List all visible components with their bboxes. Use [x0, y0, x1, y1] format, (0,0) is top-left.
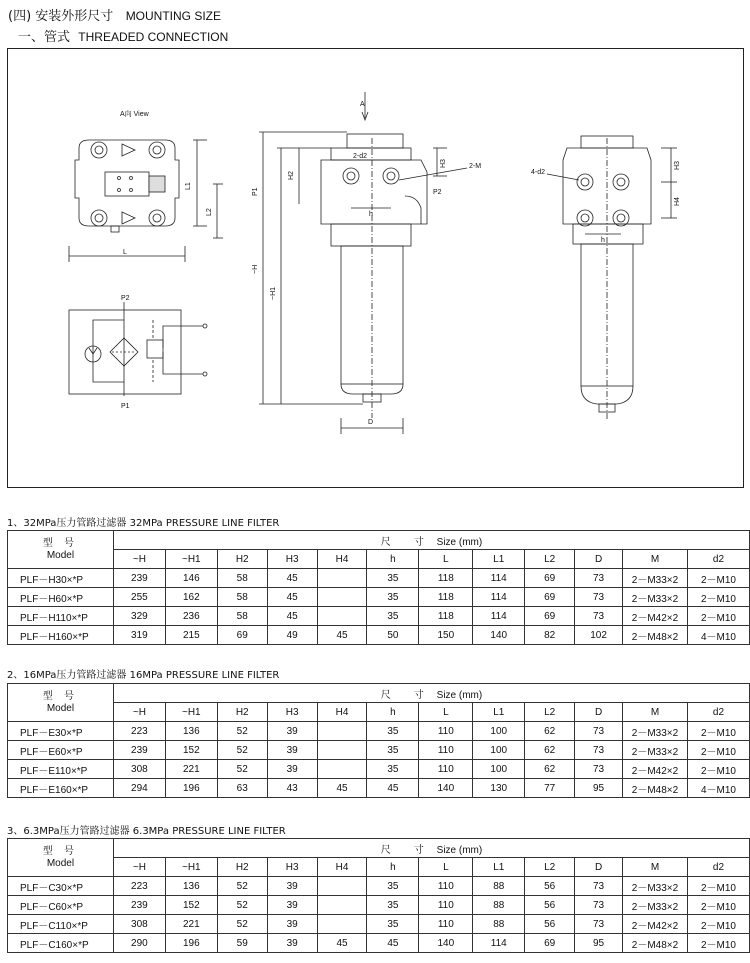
column-header: H2 [217, 703, 267, 722]
column-header: ~H1 [165, 858, 217, 877]
value-cell: 2－M42×2 [623, 915, 688, 934]
mounting-drawing [7, 48, 744, 488]
value-cell [317, 607, 367, 626]
value-cell: 2－M33×2 [623, 588, 688, 607]
column-header: H3 [267, 703, 317, 722]
column-header: L [419, 858, 473, 877]
value-cell: 290 [113, 934, 165, 953]
dim-H2-label: H2 [288, 171, 295, 180]
size-header [113, 839, 749, 858]
value-cell: 2－M48×2 [623, 779, 688, 798]
value-cell: 73 [575, 607, 623, 626]
value-cell: 35 [367, 607, 419, 626]
column-header: M [623, 858, 688, 877]
model-header [8, 839, 114, 877]
model-cell: PLF－E110×*P [8, 760, 114, 779]
value-cell: 62 [525, 741, 575, 760]
value-cell: 140 [419, 779, 473, 798]
value-cell: 77 [525, 779, 575, 798]
value-cell: 196 [165, 779, 217, 798]
dim-D-label: D [368, 419, 374, 426]
dim-h-label: h [369, 211, 373, 218]
value-cell: 52 [217, 915, 267, 934]
value-cell: 35 [367, 760, 419, 779]
value-cell: 2－M48×2 [623, 626, 688, 645]
dim-h-right-label: h [601, 237, 605, 244]
size-header-en: Size (mm) [433, 844, 483, 856]
value-cell: 45 [367, 779, 419, 798]
section-title-en: MOUNTING SIZE [125, 9, 222, 23]
value-cell: 58 [217, 569, 267, 588]
value-cell: 136 [165, 877, 217, 896]
value-cell: 45 [317, 626, 367, 645]
value-cell: 62 [525, 722, 575, 741]
model-header [8, 684, 114, 722]
value-cell: 110 [419, 741, 473, 760]
column-header: L2 [525, 858, 575, 877]
value-cell: 150 [419, 626, 473, 645]
model-cell: PLF－C30×*P [8, 877, 114, 896]
value-cell: 35 [367, 896, 419, 915]
spec-table [7, 683, 750, 798]
column-header: D [575, 703, 623, 722]
value-cell: 73 [575, 915, 623, 934]
value-cell: 2－M10 [687, 934, 749, 953]
model-header [8, 531, 114, 569]
value-cell: 69 [525, 569, 575, 588]
column-header: L [419, 703, 473, 722]
subsection-title-cn: 一、管式 [18, 30, 71, 45]
value-cell: 2－M10 [687, 722, 749, 741]
column-header: ~H1 [165, 550, 217, 569]
value-cell: 136 [165, 722, 217, 741]
column-header: M [623, 550, 688, 569]
value-cell: 2－M33×2 [623, 722, 688, 741]
value-cell: 45 [267, 607, 317, 626]
value-cell: 56 [525, 915, 575, 934]
column-header: ~H [113, 858, 165, 877]
dim-H3-label: H3 [440, 159, 447, 168]
size-header-cn: 尺 寸 [380, 536, 434, 548]
value-cell [317, 915, 367, 934]
column-header: h [367, 703, 419, 722]
value-cell: 69 [525, 588, 575, 607]
size-header-en: Size (mm) [433, 689, 483, 701]
size-header [113, 531, 749, 550]
value-cell: 56 [525, 896, 575, 915]
value-cell: 35 [367, 722, 419, 741]
section-title [8, 5, 221, 24]
value-cell: 114 [473, 934, 525, 953]
model-cell: PLF－E160×*P [8, 779, 114, 798]
column-header: ~H [113, 550, 165, 569]
value-cell: 39 [267, 896, 317, 915]
value-cell: 39 [267, 877, 317, 896]
dim-H-label: ~H [252, 264, 259, 274]
value-cell [317, 877, 367, 896]
column-header: H2 [217, 550, 267, 569]
value-cell: 118 [419, 607, 473, 626]
spec-table [7, 530, 750, 645]
table-caption: 1、32MPa压力管路过滤器 32MPa PRESSURE LINE FILTER [7, 518, 280, 529]
value-cell: 95 [575, 779, 623, 798]
port-p1-side-label: P1 [252, 187, 259, 196]
column-header: L2 [525, 550, 575, 569]
value-cell: 130 [473, 779, 525, 798]
column-header: H4 [317, 550, 367, 569]
value-cell: 73 [575, 760, 623, 779]
table-row [8, 588, 750, 607]
value-cell: 2－M10 [687, 741, 749, 760]
value-cell: 239 [113, 569, 165, 588]
table-row [8, 741, 750, 760]
table-caption: 3、6.3MPa压力管路过滤器 6.3MPa PRESSURE LINE FILTER [7, 826, 286, 837]
value-cell: 49 [267, 626, 317, 645]
value-cell: 118 [419, 588, 473, 607]
column-header: ~H1 [165, 703, 217, 722]
table-row [8, 722, 750, 741]
column-header: D [575, 550, 623, 569]
column-header: d2 [687, 550, 749, 569]
value-cell: 45 [317, 779, 367, 798]
size-header-en: Size (mm) [433, 536, 483, 548]
dim-H1-label: ~H1 [270, 286, 277, 300]
value-cell: 2－M10 [687, 588, 749, 607]
model-header-cn: 型 号 [42, 537, 79, 549]
value-cell: 58 [217, 588, 267, 607]
model-cell: PLF－H160×*P [8, 626, 114, 645]
value-cell: 52 [217, 722, 267, 741]
value-cell: 2－M33×2 [623, 741, 688, 760]
value-cell: 50 [367, 626, 419, 645]
value-cell: 140 [419, 934, 473, 953]
value-cell: 152 [165, 896, 217, 915]
port-p2-side-label: P2 [433, 189, 442, 196]
port-p1-label: P1 [121, 403, 130, 410]
value-cell: 43 [267, 779, 317, 798]
value-cell: 114 [473, 607, 525, 626]
label-2-d2: 2-d2 [353, 153, 368, 160]
model-cell: PLF－C160×*P [8, 934, 114, 953]
dim-H4-label: H4 [674, 197, 681, 206]
port-p2-label: P2 [121, 295, 130, 302]
size-header-cn: 尺 寸 [380, 844, 434, 856]
value-cell: 39 [267, 741, 317, 760]
value-cell: 52 [217, 877, 267, 896]
value-cell: 73 [575, 569, 623, 588]
value-cell: 69 [525, 934, 575, 953]
value-cell [317, 588, 367, 607]
value-cell: 63 [217, 779, 267, 798]
value-cell: 73 [575, 722, 623, 741]
subsection-title-en: THREADED CONNECTION [78, 30, 229, 44]
value-cell: 35 [367, 741, 419, 760]
value-cell: 82 [525, 626, 575, 645]
value-cell: 52 [217, 741, 267, 760]
value-cell: 88 [473, 915, 525, 934]
table-caption: 2、16MPa压力管路过滤器 16MPa PRESSURE LINE FILTER [7, 670, 280, 681]
value-cell: 69 [217, 626, 267, 645]
subsection-title [18, 26, 228, 45]
value-cell: 236 [165, 607, 217, 626]
column-header: L1 [473, 858, 525, 877]
column-header: ~H [113, 703, 165, 722]
value-cell: 2－M42×2 [623, 760, 688, 779]
value-cell: 2－M42×2 [623, 607, 688, 626]
column-header: H4 [317, 858, 367, 877]
size-header-cn: 尺 寸 [380, 689, 434, 701]
column-header: d2 [687, 703, 749, 722]
value-cell: 100 [473, 760, 525, 779]
value-cell: 146 [165, 569, 217, 588]
table-row [8, 760, 750, 779]
value-cell: 152 [165, 741, 217, 760]
value-cell: 255 [113, 588, 165, 607]
dim-L-label: L [123, 249, 127, 256]
value-cell: 100 [473, 741, 525, 760]
value-cell [317, 741, 367, 760]
value-cell [317, 569, 367, 588]
column-header: D [575, 858, 623, 877]
value-cell [317, 896, 367, 915]
value-cell: 196 [165, 934, 217, 953]
value-cell: 35 [367, 877, 419, 896]
value-cell: 2－M48×2 [623, 934, 688, 953]
value-cell: 45 [367, 934, 419, 953]
value-cell: 2－M33×2 [623, 569, 688, 588]
value-cell: 329 [113, 607, 165, 626]
value-cell: 52 [217, 896, 267, 915]
value-cell: 118 [419, 569, 473, 588]
value-cell: 215 [165, 626, 217, 645]
table-row [8, 877, 750, 896]
model-header-en: Model [46, 549, 75, 561]
value-cell: 39 [267, 722, 317, 741]
column-header: L1 [473, 703, 525, 722]
value-cell: 140 [473, 626, 525, 645]
model-cell: PLF－E30×*P [8, 722, 114, 741]
value-cell: 102 [575, 626, 623, 645]
value-cell: 2－M33×2 [623, 896, 688, 915]
model-cell: PLF－H110×*P [8, 607, 114, 626]
value-cell: 2－M10 [687, 760, 749, 779]
size-header [113, 684, 749, 703]
value-cell [317, 760, 367, 779]
arrow-a-label: A [360, 101, 365, 108]
value-cell: 294 [113, 779, 165, 798]
value-cell: 39 [267, 934, 317, 953]
value-cell: 88 [473, 877, 525, 896]
value-cell: 223 [113, 722, 165, 741]
value-cell: 239 [113, 741, 165, 760]
model-cell: PLF－H30×*P [8, 569, 114, 588]
a-view-label: A向 View [120, 111, 149, 118]
value-cell: 308 [113, 760, 165, 779]
value-cell: 114 [473, 588, 525, 607]
label-2-M: 2-M [469, 163, 482, 170]
column-header: L2 [525, 703, 575, 722]
value-cell: 35 [367, 569, 419, 588]
value-cell: 2－M10 [687, 896, 749, 915]
column-header: h [367, 550, 419, 569]
value-cell: 110 [419, 915, 473, 934]
value-cell: 4－M10 [687, 779, 749, 798]
value-cell: 239 [113, 896, 165, 915]
table-row [8, 779, 750, 798]
spec-table [7, 838, 750, 953]
value-cell: 73 [575, 877, 623, 896]
table-row [8, 934, 750, 953]
value-cell: 95 [575, 934, 623, 953]
column-header: L [419, 550, 473, 569]
value-cell: 110 [419, 896, 473, 915]
value-cell: 39 [267, 760, 317, 779]
value-cell: 52 [217, 760, 267, 779]
value-cell: 69 [525, 607, 575, 626]
value-cell: 62 [525, 760, 575, 779]
model-header-cn: 型 号 [42, 690, 79, 702]
value-cell: 2－M33×2 [623, 877, 688, 896]
value-cell: 2－M10 [687, 915, 749, 934]
value-cell: 45 [267, 588, 317, 607]
value-cell: 162 [165, 588, 217, 607]
model-header-cn: 型 号 [42, 845, 79, 857]
side-elevation [252, 92, 481, 434]
value-cell: 39 [267, 915, 317, 934]
value-cell: 35 [367, 915, 419, 934]
dim-H3-right-label: H3 [674, 161, 681, 170]
value-cell: 110 [419, 760, 473, 779]
column-header: h [367, 858, 419, 877]
column-header: H2 [217, 858, 267, 877]
value-cell: 308 [113, 915, 165, 934]
value-cell: 73 [575, 588, 623, 607]
model-cell: PLF－C60×*P [8, 896, 114, 915]
value-cell [317, 722, 367, 741]
value-cell: 2－M10 [687, 607, 749, 626]
value-cell: 2－M10 [687, 877, 749, 896]
dim-L1-label: L1 [185, 182, 192, 190]
section-title-cn: (四) 安装外形尺寸 [8, 9, 114, 24]
table-row [8, 607, 750, 626]
dim-L2-label: L2 [206, 208, 213, 216]
value-cell: 110 [419, 877, 473, 896]
value-cell: 58 [217, 607, 267, 626]
value-cell: 73 [575, 741, 623, 760]
table-row [8, 896, 750, 915]
value-cell: 73 [575, 896, 623, 915]
model-cell: PLF－H60×*P [8, 588, 114, 607]
model-header-en: Model [46, 857, 75, 869]
value-cell: 45 [317, 934, 367, 953]
value-cell: 88 [473, 896, 525, 915]
table-row [8, 569, 750, 588]
column-header: M [623, 703, 688, 722]
front-elevation [531, 136, 681, 420]
value-cell: 221 [165, 760, 217, 779]
hydraulic-symbol [69, 295, 207, 410]
column-header: H4 [317, 703, 367, 722]
value-cell: 114 [473, 569, 525, 588]
value-cell: 100 [473, 722, 525, 741]
value-cell: 223 [113, 877, 165, 896]
table-row [8, 915, 750, 934]
value-cell: 319 [113, 626, 165, 645]
value-cell: 221 [165, 915, 217, 934]
label-4-d2: 4-d2 [531, 169, 546, 176]
value-cell: 35 [367, 588, 419, 607]
table-row [8, 626, 750, 645]
column-header: H3 [267, 858, 317, 877]
column-header: d2 [687, 858, 749, 877]
value-cell: 110 [419, 722, 473, 741]
column-header: H3 [267, 550, 317, 569]
column-header: L1 [473, 550, 525, 569]
value-cell: 59 [217, 934, 267, 953]
value-cell: 4－M10 [687, 626, 749, 645]
model-header-en: Model [46, 702, 75, 714]
value-cell: 56 [525, 877, 575, 896]
value-cell: 2－M10 [687, 569, 749, 588]
model-cell: PLF－C110×*P [8, 915, 114, 934]
value-cell: 45 [267, 569, 317, 588]
a-view-drawing [69, 109, 223, 262]
model-cell: PLF－E60×*P [8, 741, 114, 760]
